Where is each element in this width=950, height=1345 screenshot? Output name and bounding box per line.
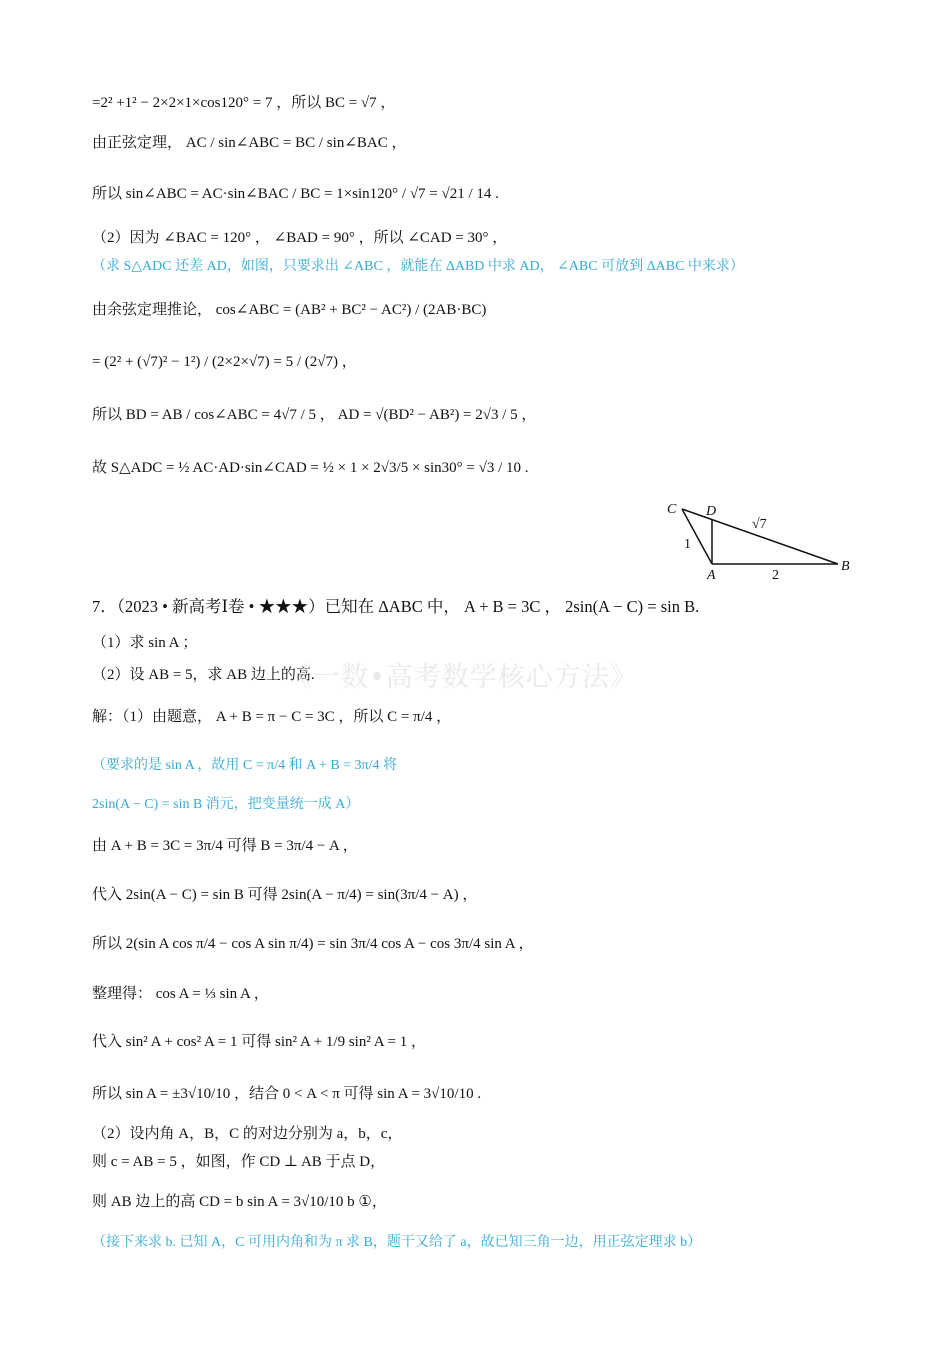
label-side-AB: 2 bbox=[772, 568, 779, 583]
text-line: 代入 sin² A + cos² A = 1 可得 sin² A + 1/9 sin² A = 1 ， bbox=[92, 1034, 426, 1050]
triangle-figure bbox=[660, 495, 860, 585]
text-line: 故 S△ADC = ½ AC·AD·sin∠CAD = ½ × 1 × 2√3/5 × sin30° = √3 / 10 . bbox=[92, 460, 529, 476]
annotation-line: （要求的是 sin A ，故用 C = π/4 和 A + B = 3π/4 将 bbox=[92, 758, 398, 773]
text-line: 所以 BD = AB / cos∠ABC = 4√7 / 5 ， AD = √(BD² − AB²) = 2√3 / 5 ， bbox=[92, 407, 537, 423]
text-line: （2）因为 ∠BAC = 120° ， ∠BAD = 90° ，所以 ∠CAD = 30° ， bbox=[92, 230, 508, 246]
text-line: 整理得： cos A = ⅓ sin A ， bbox=[92, 986, 269, 1002]
text-line: 由余弦定理推论， cos∠ABC = (AB² + BC² − AC²) / (2AB·BC) bbox=[92, 302, 487, 318]
text-line: 解：（1）由题意， A + B = π − C = 3C ，所以 C = π/4 ， bbox=[92, 709, 452, 725]
label-side-CA: 1 bbox=[684, 537, 691, 552]
label-D: D bbox=[706, 504, 717, 519]
text-line: =2² +1² − 2×2×1×cos120° = 7 ，所以 BC = √7 ， bbox=[92, 95, 396, 111]
annotation-line: （接下来求 b. 已知 A，C 可用内角和为 π 求 B，题干又给了 a，故已知三角一边，用正弦定理求 b） bbox=[92, 1235, 702, 1250]
annotation-line: （求 S△ADC 还差 AD，如图，只要求出 ∠ABC ，就能在 ΔABD 中求 AD， ∠ABC 可放到 ΔABC 中来求） bbox=[92, 259, 744, 274]
label-side-DB: √7 bbox=[752, 517, 767, 532]
text-line: 则 AB 边上的高 CD = b sin A = 3√10/10 b ①， bbox=[92, 1194, 387, 1210]
text-line: 由正弦定理， AC / sin∠ABC = BC / sin∠BAC ， bbox=[92, 135, 407, 151]
text-line: = (2² + (√7)² − 1²) / (2×2×√7) = 5 / (2√7) ， bbox=[92, 354, 357, 370]
text-line: （2）设 AB = 5，求 AB 边上的高. bbox=[92, 667, 315, 683]
text-line: 所以 sin∠ABC = AC·sin∠BAC / BC = 1×sin120° / √7 = √21 / 14 . bbox=[92, 186, 499, 202]
text-line: 则 c = AB = 5 ，如图，作 CD ⊥ AB 于点 D， bbox=[92, 1154, 386, 1170]
text-line: 由 A + B = 3C = 3π/4 可得 B = 3π/4 − A ， bbox=[92, 838, 358, 854]
text-line: 代入 2sin(A − C) = sin B 可得 2sin(A − π/4) = sin(3π/4 − A) ， bbox=[92, 887, 478, 903]
label-B: B bbox=[841, 559, 850, 574]
text-line: 所以 sin A = ±3√10/10 ，结合 0 < A < π 可得 sin A = 3√10/10 . bbox=[92, 1086, 482, 1102]
problem-title: 7．（2023 • 新高考Ⅰ卷 • ★★★）已知在 ΔABC 中， A + B = 3C ， 2sin(A − C) = sin B. bbox=[92, 597, 700, 616]
watermark: 《一数•高考数学核心方法》 bbox=[285, 662, 638, 693]
text-line: 所以 2(sin A cos π/4 − cos A sin π/4) = sin 3π/4 cos A − cos 3π/4 sin A ， bbox=[92, 936, 534, 952]
label-C: C bbox=[667, 502, 677, 517]
annotation-line: 2sin(A − C) = sin B 消元，把变量统一成 A） bbox=[92, 797, 360, 812]
text-line: （2）设内角 A，B，C 的对边分别为 a，b，c， bbox=[92, 1126, 403, 1142]
label-A: A bbox=[707, 568, 716, 583]
text-line: （1）求 sin A ； bbox=[92, 635, 198, 651]
